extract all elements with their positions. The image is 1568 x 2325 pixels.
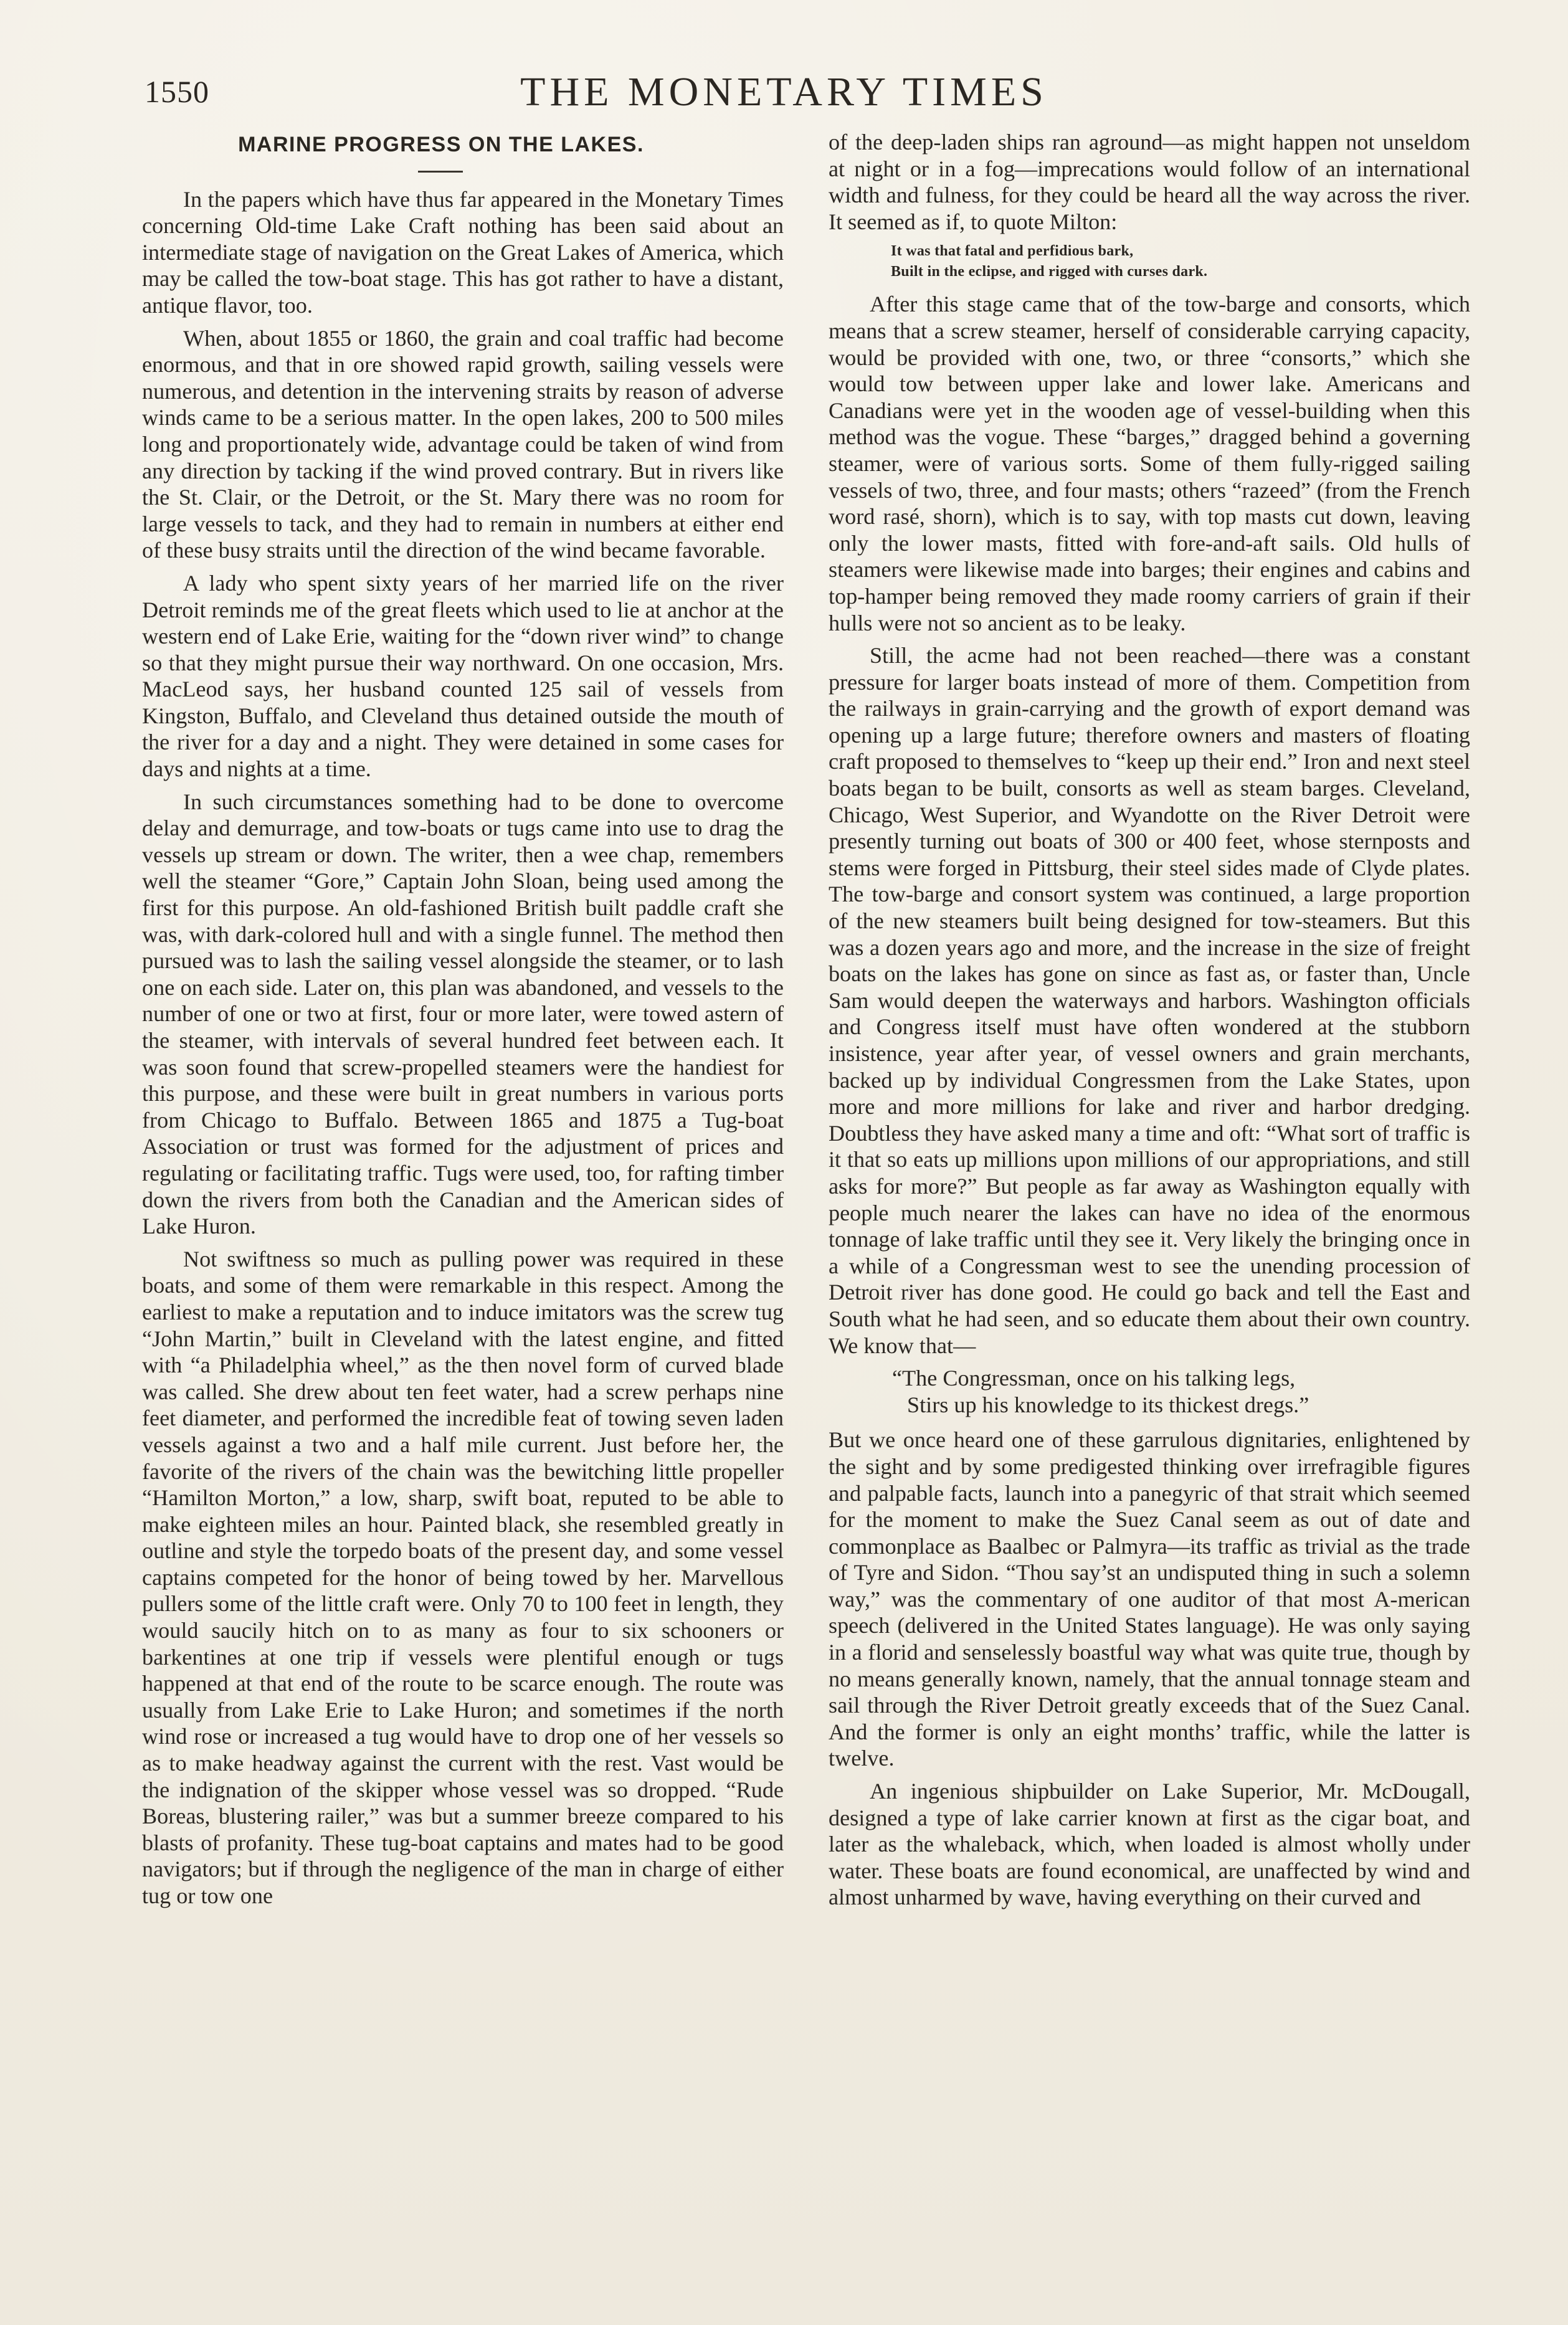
masthead: THE MONETARY TIMES (520, 69, 1048, 115)
paragraph: An ingenious shipbuilder on Lake Superior, Mr. McDougall, designed a type of lake carrier known at first as the cigar boat, and later as the whaleback, which, when loaded is almost wholly under water. These boats are found economical, are unaffected by wind and almost unharmed by wave, having everything on their curved and (829, 1779, 1470, 1910)
paragraph: In such circumstances something had to be done to overcome delay and demurrage, and tow-boats or tugs came into use to drag the vessels up stream or down. The writer, then a wee chap, remembers well the steamer “Gore,” Captain John Sloan, being used among the first for this purpose. An old-fashioned British built paddle craft she was, with dark-colored hull and with a single funnel. The method then pursued was to lash the sailing vessel alongside the steamer, or to lash one on each side. Later on, this plan was abandoned, and vessels to the number of one or two at first, four or more later, were towed astern of the steamer, with intervals of several hundred feet between each. It was soon found that screw-propelled steamers were the handiest for this purpose, and these were built in great numbers in various ports from Chicago to Buffalo. Between 1865 and 1875 a Tug-boat Association or trust was formed for the adjustment of prices and regulating or facilitating traffic. Tugs were used, too, for rafting timber down the rivers from both the Canadian and the American sides of Lake Huron. (142, 789, 784, 1239)
verse-line: Stirs up his knowledge to its thickest dregs.” (907, 1392, 1309, 1417)
paragraph-continued: of the deep-laden ships ran aground—as might happen not unseldom at night or in a fog—imprecations would follow of an international width and fulness, for they could be heard all the way across the river. It seemed as if, to quote Milton: (829, 130, 1470, 234)
article-headline: MARINE PROGRESS ON THE LAKES. (238, 133, 644, 156)
paragraph: But we once heard one of these garrulous dignitaries, enlightened by the sight and by some predigested thinking over irrefragible figures and palpable facts, launch into a panegyric of that strait which seemed for the moment to make the Suez Canal seem as out of date and commonplace as Baalbec or Palmyra—its traffic as trivial as the trade of Tyre and Sidon. “Thou say’st an undisputed thing in such a solemn way,” was the commentary of one auditor of that most A-merican speech (delivered in the United States language). He was only saying in a florid and senselessly boastful way what was quite true, though by no means generally known, namely, that the annual tonnage steam and sail through the River Detroit greatly exceeds that of the Suez Canal. And the former is only an eight months’ traffic, while the latter is twelve. (829, 1427, 1470, 1771)
congressman-verse (829, 1365, 1470, 1418)
paragraph: Still, the acme had not been reached—there was a constant pressure for larger boats instead of more of them. Competition from the railways in grain-carrying and the growth of export demand was opening up a large future; therefore owners and masters of floating craft proposed to themselves to “keep up their end.” Iron and next steel boats began to be built, consorts as well as steam barges. Cleveland, Chicago, West Superior, and Wyandotte on the River Detroit were presently turning out boats of 300 or 400 feet, whose sternposts and stems were forged in Pittsburg, their steel sides made of Clyde plates. The tow-barge and consort system was continued, a large proportion of the new steamers built being designed for tow-steamers. But this was a dozen years ago and more, and the increase in the size of freight boats on the lakes has gone on since as fast as, or faster than, Uncle Sam would deepen the waterways and harbors. Washington officials and Congress itself must have often wondered at the stubborn insistence, year after year, of vessel owners and grain merchants, backed up by individual Congressmen from the Lake States, upon more and more millions for lake and river and harbor dredging. Doubtless they have asked many a time and oft: “What sort of traffic is it that so eats up millions upon millions of our appropriations, and still asks for more?” But people as far away as Washington equally with people much nearer the lakes can have no idea of the enormous tonnage of lake traffic until they see it. Very likely the bringing once in a while of a Congressman west to see the unending procession of Detroit river has done good. He could go back and tell the East and South what he had seen, and so educate them about their own country. We know that— (829, 643, 1470, 1358)
paragraph: A lady who spent sixty years of her married life on the river Detroit reminds me of the great fleets which used to lie at anchor at the western end of Lake Erie, waiting for the “down river wind” to change so that they might pursue their way northward. On one occasion, Mrs. MacLeod says, her husband counted 125 sail of vessels from Kingston, Buffalo, and Cleveland thus detained outside the mouth of the river for a day and a night. They were detained in some cases for days and nights at a time. (142, 570, 784, 782)
left-column (142, 128, 784, 1909)
verse-line: “The Congressman, once on his talking legs, (892, 1366, 1296, 1391)
paragraph: After this stage came that of the tow-barge and consorts, which means that a screw steamer, herself of considerable carrying capacity, would be provided with one, two, or three “consorts,” which she would tow between upper lake and lower lake. Americans and Canadians were yet in the wooden age of vessel-building when this method was the vogue. These “barges,” dragged behind a governing steamer, were of various sorts. Some of them fully-rigged sailing vessels of two, three, and four masts; others “razeed” (from the French word rasé, shorn), which is to say, with top masts cut down, leaving only the lower masts, fitted with fore-and-aft sails. Old hulls of steamers were likewise made into barges; their engines and cabins and top-hamper being removed they made roomy carriers of grain if their hulls were not so ancient as to be leaky. (829, 292, 1470, 635)
paragraph: Not swiftness so much as pulling power was required in these boats, and some of them were remarkable in this respect. Among the earliest to make a reputation and to induce imitators was the screw tug “John Martin,” built in Cleveland with the latest engine, and fitted with “a Philadelphia wheel,” as the then novel form of curved blade was called. She drew about ten feet water, had a screw perhaps nine feet diameter, and performed the incredible feat of towing seven laden vessels against a two and a half mile current. Just before her, the favorite of the rivers of the chain was the bewitching little propeller “Hamilton Morton,” a low, sharp, swift boat, reputed to be able to make eighteen miles an hour. Painted black, she resembled greatly in outline and style the torpedo boats of the present day, and some vessel captains competed for the honor of being towed by her. Marvellous pullers some of the little craft were. Only 70 to 100 feet in length, they would saucily hitch on to as many as four to six schooners or barkentines at one trip if vessels were plentiful enough or tugs happened at that end of the route to be scarce enough. The route was usually from Lake Erie to Lake Huron; and sometimes if the north wind rose or increased a tug would have to drop one of her vessels so as to make headway against the current with the rest. Vast would be the indignation of the skipper whose vessel was so dropped. “Rude Boreas, blustering railer,” was but a summer breeze compared to his blasts of profanity. These tug-boat captains and mates had to be good navigators; but if through the negligence of the man in charge of either tug or tow one (142, 1246, 784, 1908)
paragraph: When, about 1855 or 1860, the grain and coal traffic had become enormous, and that in ore showed rapid growth, sailing vessels were numerous, and detention in the intervening straits by reason of adverse winds came to be a serious matter. In the open lakes, 200 to 500 miles long and proportionately wide, advantage could be taken of wind from any direction by tacking if the wind proved contrary. But in rivers like the St. Clair, or the Detroit, or the St. Mary there was no room for large vessels to tack, and they had to remain in numbers at either end of these busy straits until the direction of the wind became favorable. (142, 325, 784, 563)
page-number: 1550 (145, 74, 209, 109)
quote-line: Built in the eclipse, and rigged with curses dark. (891, 264, 1208, 280)
milton-quote (891, 241, 1470, 282)
quote-line: It was that fatal and perfidious bark, (891, 243, 1134, 260)
headline-rule (418, 171, 463, 173)
right-column (829, 129, 1470, 1911)
paragraph: In the papers which have thus far appeared in the Monetary Times concerning Old-time Lake Craft nothing has been said about an intermediate stage of navigation on the Great Lakes of America, which may be called the tow-boat stage. This has got rather to have a distant, antique flavor, too. (142, 186, 784, 318)
